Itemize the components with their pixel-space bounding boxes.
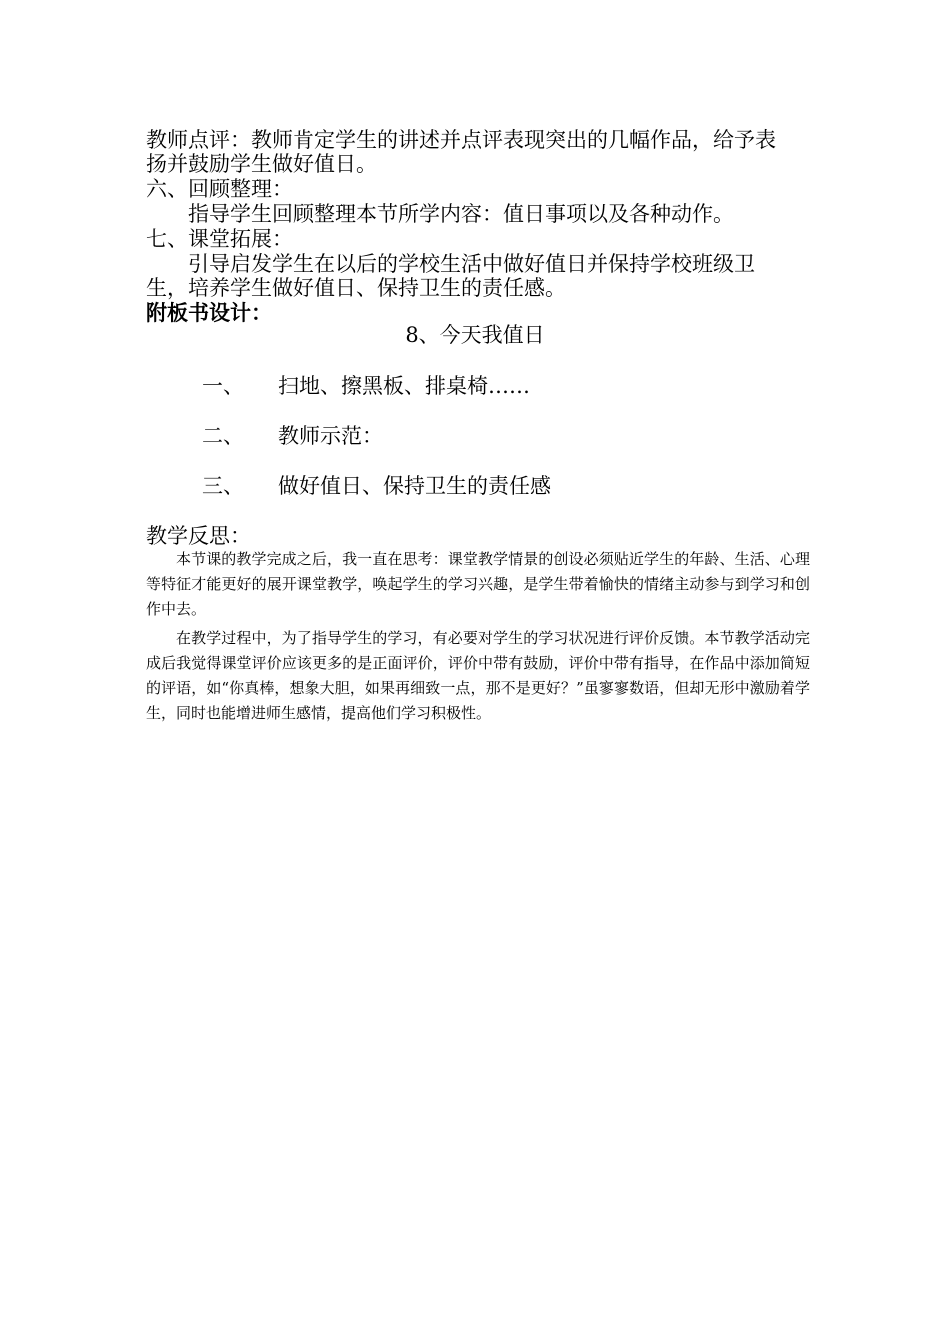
- teacher-comment-line-2: 扬并鼓励学生做好值日。: [146, 152, 377, 176]
- board-item-number: 一、: [202, 374, 244, 398]
- board-item-number: 三、: [202, 474, 244, 498]
- section-6-text: 指导学生回顾整理本节所学内容：值日事项以及各种动作。: [188, 202, 734, 226]
- section-7-text-line-2: 生，培养学生做好值日、保持卫生的责任感。: [146, 276, 566, 300]
- reflection-body: [146, 547, 810, 726]
- teacher-comment-line-1: 教师点评：教师肯定学生的讲述并点评表现突出的几幅作品，给予表: [146, 128, 776, 152]
- board-item-number: 二、: [202, 424, 244, 448]
- board-item-text: 扫地、擦黑板、排桌椅……: [278, 374, 530, 398]
- board-item: [202, 473, 551, 499]
- board-item-text: 教师示范：: [278, 424, 383, 448]
- reflection-paragraph-2: 在教学过程中，为了指导学生的学习，有必要对学生的学习状况进行评价反馈。本节教学活动完成后我觉得课堂评价应该更多的是正面评价，评价中带有鼓励，评价中带有指导，在作品中添加简短的评语，如“你真棒，想象大胆，如果再细致一点，那不是更好？”虽寥寥数语，但却无形中激励着学生，同时也能增进师生感情，提高他们学习积极性。: [146, 629, 810, 722]
- reflection-heading: 教学反思：: [146, 524, 251, 548]
- section-7-text-line-1: 引导启发学生在以后的学校生活中做好值日并保持学校班级卫: [188, 252, 755, 276]
- board-item: [202, 373, 530, 399]
- reflection-paragraph-1: 本节课的教学完成之后，我一直在思考：课堂教学情景的创设必须贴近学生的年龄、生活、心理等特征才能更好的展开课堂教学，唤起学生的学习兴趣，是学生带着愉快的情绪主动参与到学习和创作中去。: [146, 550, 810, 618]
- section-6-heading: 六、回顾整理：: [146, 177, 293, 201]
- section-7-heading: 七、课堂拓展：: [146, 227, 293, 251]
- board-item-text: 做好值日、保持卫生的责任感: [278, 474, 551, 498]
- board-item: [202, 423, 383, 449]
- board-title: 8、今天我值日: [405, 323, 545, 347]
- board-design-heading: 附板书设计：: [146, 301, 272, 325]
